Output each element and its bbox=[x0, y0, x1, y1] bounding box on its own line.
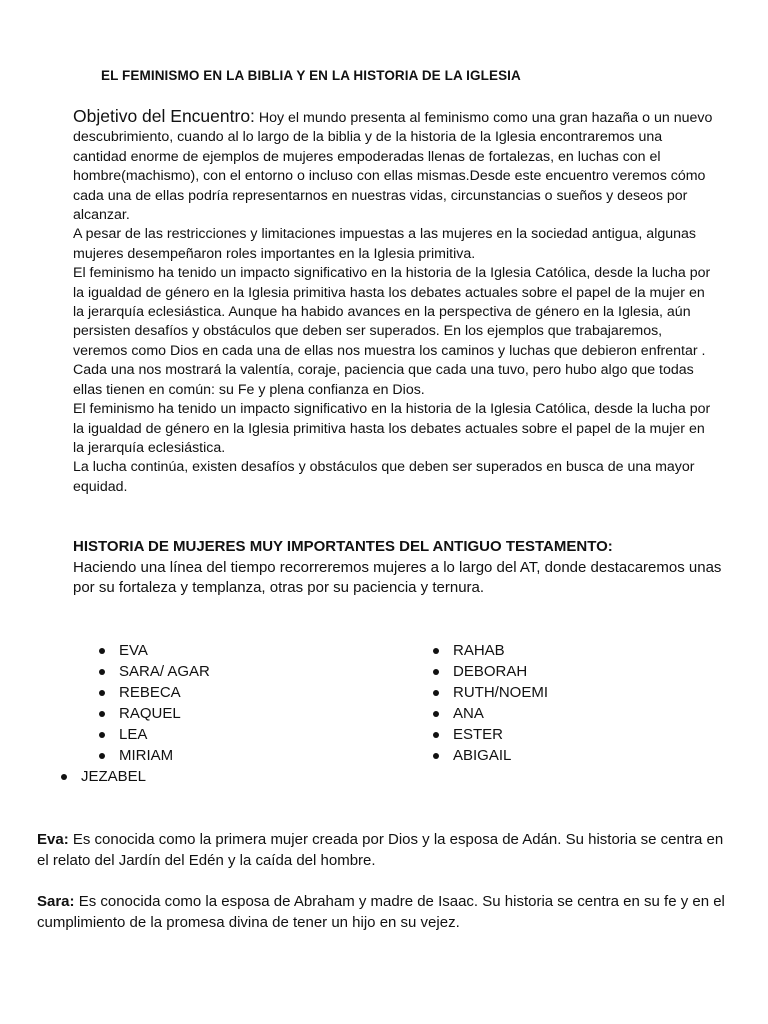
list-item: SARA/ AGAR bbox=[97, 661, 210, 682]
list-item: MIRIAM bbox=[97, 745, 210, 766]
list-item: ABIGAIL bbox=[431, 745, 548, 766]
women-list-right bbox=[431, 640, 548, 766]
list-item: ESTER bbox=[431, 724, 548, 745]
list-item: JEZABEL bbox=[59, 766, 146, 787]
section-text: Haciendo una línea del tiempo recorreremos mujeres a lo largo del AT, donde destacaremos unas por su fortaleza y templanza, otras por su paciencia y ternura. bbox=[73, 558, 722, 596]
intro-paragraph: A pesar de las restricciones y limitaciones impuestas a las mujeres en la sociedad antigua, algunas mujeres desempeñaron roles importantes en la Iglesia primitiva. bbox=[73, 226, 697, 262]
list-item: ANA bbox=[431, 703, 548, 724]
entry-eva bbox=[37, 829, 727, 871]
document-title: EL FEMINISMO EN LA BIBLIA Y EN LA HISTORIA DE LA IGLESIA bbox=[101, 68, 521, 83]
objective-label: Objetivo del Encuentro: bbox=[73, 106, 255, 126]
entry-text: Es conocida como la esposa de Abraham y madre de Isaac. Su historia se centra en su fe y en el cumplimiento de la promesa divina de tener un hijo en su vejez. bbox=[37, 893, 725, 931]
entry-name: Eva: bbox=[37, 831, 69, 848]
list-item: REBECA bbox=[97, 682, 210, 703]
list-item: LEA bbox=[97, 724, 210, 745]
list-item: EVA bbox=[97, 640, 210, 661]
intro-paragraph: El feminismo ha tenido un impacto significativo en la historia de la Iglesia Católica, desde la lucha por la igualdad de género en la Iglesia primitiva hasta los debates actuales sobre el papel de la mujer en la jerarquía eclesiástica. Aunque ha habido avances en la perspectiva de género en la Iglesia, aún persisten desafíos y obstáculos que deben ser superados. En los ejemplos que trabajaremos, veremos como Dios en cada una de ellas nos muestra los caminos y luchas que debieron enfrentar . Cada una nos mostrará la valentía, coraje, paciencia que cada una tuvo, pero hubo algo que todas ellas tienen en común: su Fe y plena confianza en Dios. bbox=[73, 265, 711, 398]
list-item: DEBORAH bbox=[431, 661, 548, 682]
intro-paragraph: La lucha continúa, existen desafíos y obstáculos que deben ser superados en busca de una mayor equidad. bbox=[73, 459, 695, 495]
section-heading: HISTORIA DE MUJERES MUY IMPORTANTES DEL ANTIGUO TESTAMENTO: bbox=[73, 538, 613, 555]
list-item: RAQUEL bbox=[97, 703, 210, 724]
intro-section bbox=[73, 107, 713, 497]
entry-text: Es conocida como la primera mujer creada por Dios y la esposa de Adán. Su historia se centra en el relato del Jardín del Edén y la caída del hombre. bbox=[37, 831, 724, 869]
entry-sara bbox=[37, 891, 727, 933]
intro-paragraph: El feminismo ha tenido un impacto significativo en la historia de la Iglesia Católica, desde la lucha por la igualdad de género en la Iglesia primitiva hasta los debates actuales sobre el papel de la mujer en la jerarquía eclesiástica. bbox=[73, 401, 711, 456]
entry-name: Sara: bbox=[37, 893, 75, 910]
women-list-extra bbox=[59, 766, 146, 787]
list-item: RAHAB bbox=[431, 640, 548, 661]
old-testament-section bbox=[73, 537, 723, 599]
women-list-left bbox=[97, 640, 210, 766]
list-item: RUTH/NOEMI bbox=[431, 682, 548, 703]
intro-paragraph: Objetivo del Encuentro: Hoy el mundo presenta al feminismo como una gran hazaña o un nuevo descubrimiento, cuando al lo largo de la biblia y de la historia de la Iglesia encontraremos una cantidad enorme de ejemplos de mujeres empoderadas llenas de fortalezas, en luchas con el hombre(machismo), con el entorno o incluso con ellas mismas.Desde este encuentro veremos cómo cada una de ellas podría representarnos en nuestras vidas, circunstancias o sueños y deseos por alcanzar. bbox=[73, 106, 713, 224]
